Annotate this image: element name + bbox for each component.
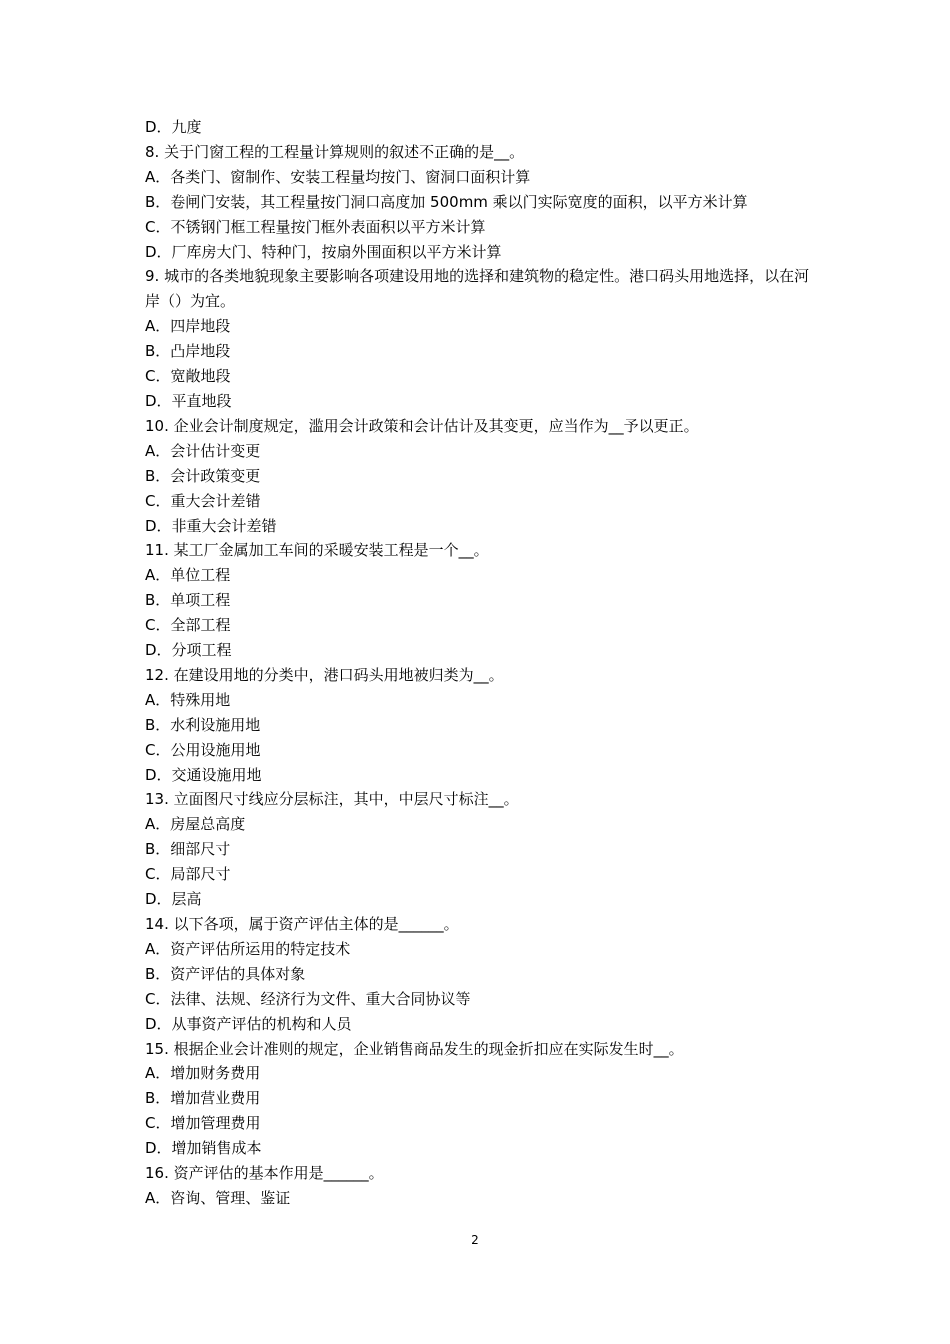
option-line: A．单位工程 (145, 566, 231, 585)
question-line: 10. 企业会计制度规定，滥用会计政策和会计估计及其变更，应当作为__予以更正。 (145, 416, 699, 435)
option-line: D．平直地段 (145, 391, 232, 410)
question-line: 11. 某工厂金属加工车间的采暖安装工程是一个__。 (145, 541, 489, 560)
option-line: C．增加管理费用 (145, 1114, 261, 1133)
question-line: 15. 根据企业会计准则的规定，企业销售商品发生的现金折扣应在实际发生时__。 (145, 1039, 684, 1058)
option-line: B．细部尺寸 (145, 840, 231, 859)
option-line: A．资产评估所运用的特定技术 (145, 939, 351, 958)
question-line: 8. 关于门窗工程的工程量计算规则的叙述不正确的是__。 (145, 142, 525, 161)
option-line: A．会计估计变更 (145, 441, 261, 460)
option-line: D．层高 (145, 890, 202, 909)
option-line: D．从事资产评估的机构和人员 (145, 1014, 352, 1033)
option-line: D．增加销售成本 (145, 1139, 262, 1158)
option-line: D．非重大会计差错 (145, 516, 277, 535)
option-line: C．全部工程 (145, 616, 231, 635)
option-line: B．会计政策变更 (145, 466, 261, 485)
option-line: C．法律、法规、经济行为文件、重大合同协议等 (145, 989, 471, 1008)
question-line: 9. 城市的各类地貌现象主要影响各项建设用地的选择和建筑物的稳定性。港口码头用地选择，以在河岸（）为宜。 (145, 267, 810, 311)
option-line: A．增加财务费用 (145, 1064, 261, 1083)
option-line: A．四岸地段 (145, 317, 231, 336)
option-line: B．卷闸门安装，其工程量按门洞口高度加 500mm 乘以门实际宽度的面积，以平方米计算 (145, 192, 748, 211)
option-line: B．资产评估的具体对象 (145, 964, 306, 983)
option-line: C．公用设施用地 (145, 740, 261, 759)
question-line: 13. 立面图尺寸线应分层标注，其中，中层尺寸标注__。 (145, 790, 519, 809)
question-line: 16. 资产评估的基本作用是______。 (145, 1164, 384, 1183)
option-line: D．分项工程 (145, 641, 232, 660)
option-line: A．咨询、管理、鉴证 (145, 1188, 291, 1207)
option-line: A．特殊用地 (145, 690, 231, 709)
question-list (145, 115, 815, 1211)
option-line: C．宽敞地段 (145, 367, 231, 386)
option-line: C．重大会计差错 (145, 491, 261, 510)
option-line: A．各类门、窗制作、安装工程量均按门、窗洞口面积计算 (145, 167, 531, 186)
question-line: 14. 以下各项，属于资产评估主体的是______。 (145, 915, 459, 933)
option-line: B．水利设施用地 (145, 715, 261, 734)
option-line: C．局部尺寸 (145, 865, 231, 884)
option-line: D．厂库房大门、特种门，按扇外围面积以平方米计算 (145, 242, 502, 261)
option-line: D．九度 (145, 118, 202, 136)
option-line: B．增加营业费用 (145, 1089, 261, 1108)
question-line: 12. 在建设用地的分类中，港口码头用地被归类为__。 (145, 665, 504, 684)
option-line: B．单项工程 (145, 591, 231, 610)
option-line: C．不锈钢门框工程量按门框外表面积以平方米计算 (145, 217, 486, 236)
option-line: D．交通设施用地 (145, 765, 262, 784)
page-number: 2 (471, 1233, 479, 1247)
option-line: A．房屋总高度 (145, 815, 246, 834)
option-line: B．凸岸地段 (145, 342, 231, 361)
